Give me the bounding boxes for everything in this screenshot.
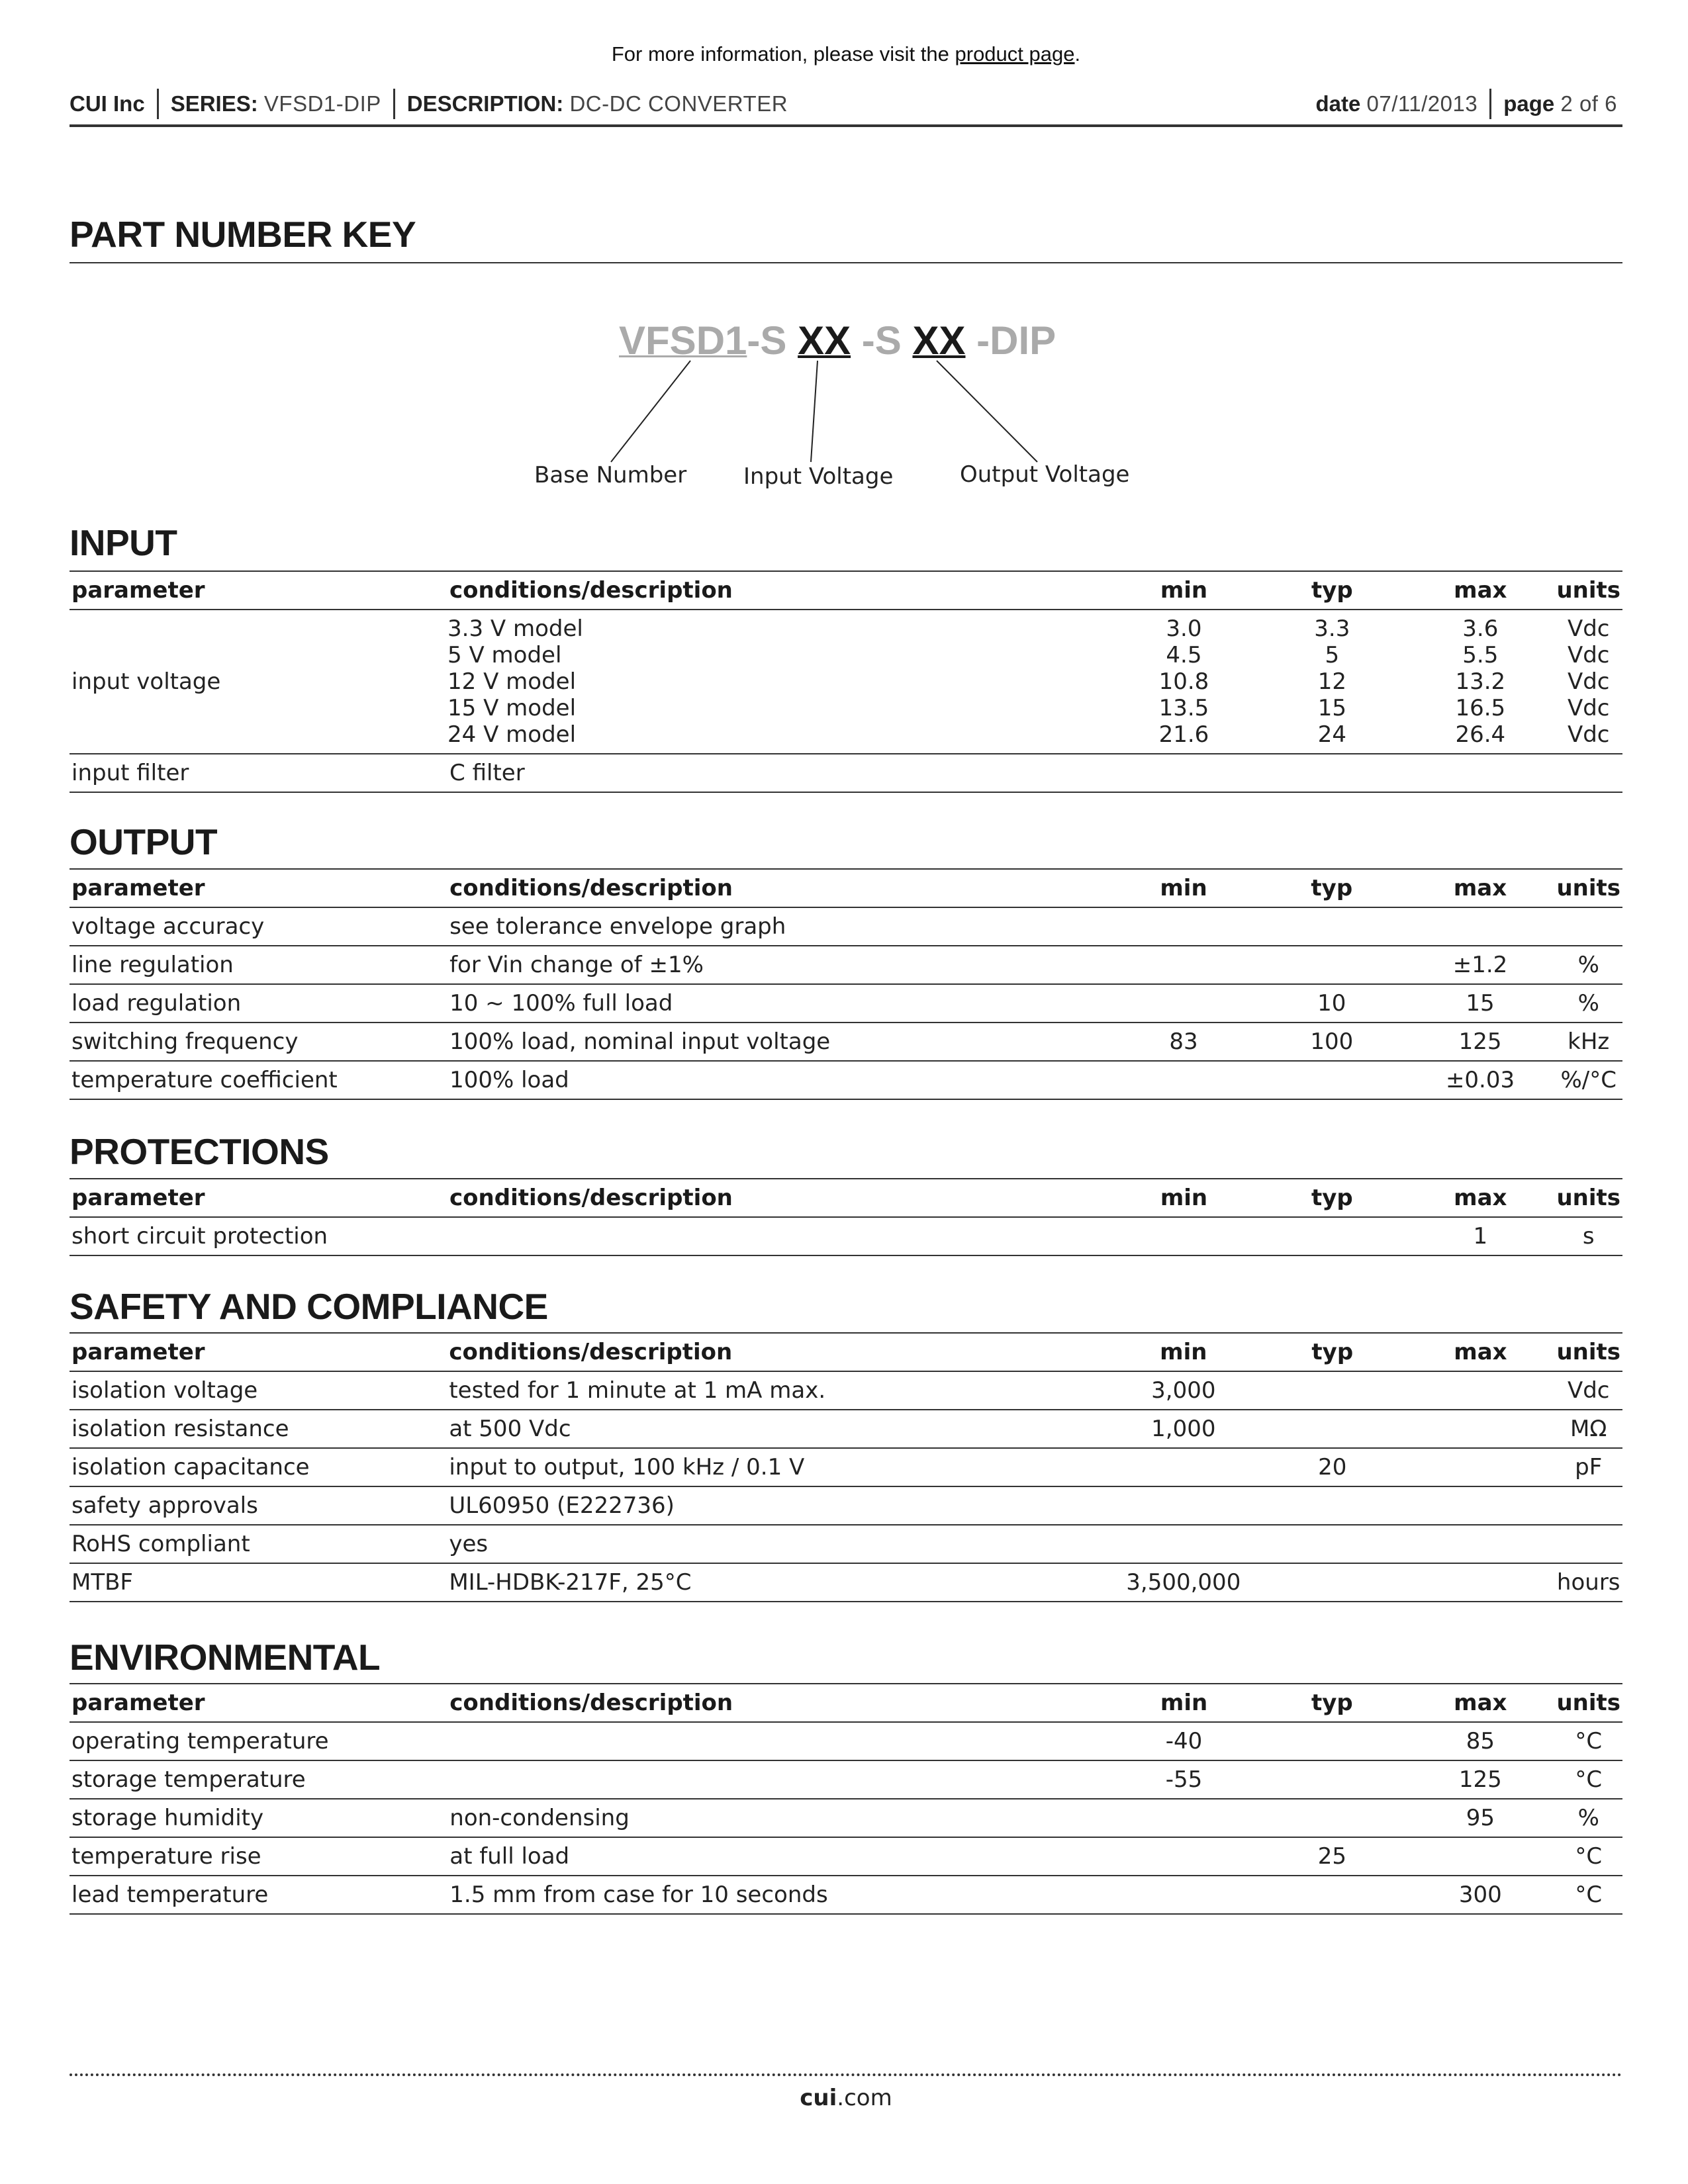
cell-max: 3.6 5.5 13.2 16.5 26.4	[1406, 610, 1554, 754]
cell-conditions: 10 ~ 100% full load	[447, 984, 1109, 1023]
cell-typ: 10	[1258, 984, 1406, 1023]
table-header-row	[70, 1179, 1622, 1217]
base-number-label: Base Number	[534, 462, 687, 488]
col-conditions: conditions/description	[447, 1333, 1108, 1371]
cell-typ	[1258, 1722, 1407, 1760]
cell-units: °C	[1554, 1760, 1622, 1799]
output-table	[70, 868, 1622, 1100]
cell-units: pF	[1554, 1448, 1622, 1486]
cell-max	[1406, 1563, 1554, 1602]
col-min: min	[1109, 1333, 1259, 1371]
input-voltage-label: Input Voltage	[743, 463, 894, 490]
cell-parameter: safety approvals	[70, 1486, 447, 1525]
cell-parameter: isolation capacitance	[70, 1448, 447, 1486]
cell-max: 125	[1406, 1023, 1555, 1061]
cell-typ	[1258, 1799, 1407, 1837]
cell-conditions: for Vin change of ±1%	[447, 946, 1109, 984]
cell-conditions	[447, 1217, 1109, 1255]
cell-typ: 25	[1258, 1837, 1407, 1876]
date-label: date	[1315, 91, 1361, 116]
cell-typ	[1258, 1410, 1406, 1448]
cell-units: °C	[1554, 1722, 1622, 1760]
output-pointer-line	[937, 361, 1037, 462]
cell-min	[1110, 1876, 1258, 1914]
cell-typ: 3.3 5 12 15 24	[1258, 610, 1406, 754]
footer-divider	[70, 2073, 1622, 2076]
cell-parameter: isolation voltage	[70, 1371, 447, 1410]
cell-parameter: isolation resistance	[70, 1410, 447, 1448]
datasheet-page	[70, 0, 1622, 2184]
base-pointer-line	[611, 361, 690, 462]
col-parameter: parameter	[70, 869, 447, 907]
cell-typ	[1258, 1486, 1406, 1525]
pn-base-number: VFSD1	[619, 318, 747, 363]
cell-min: -55	[1110, 1760, 1258, 1799]
cell-units: %	[1554, 1799, 1622, 1837]
col-max: max	[1406, 1179, 1554, 1217]
safety-table	[70, 1332, 1622, 1602]
cell-parameter: operating temperature	[70, 1722, 447, 1760]
cell-conditions: MIL-HDBK-217F, 25°C	[447, 1563, 1108, 1602]
table-row	[70, 1722, 1622, 1760]
cell-min	[1109, 1217, 1258, 1255]
protections-table	[70, 1178, 1622, 1256]
part-number-key-diagram	[70, 311, 1622, 503]
cell-conditions: non-condensing	[447, 1799, 1109, 1837]
cell-parameter: storage temperature	[70, 1760, 447, 1799]
cell-min	[1109, 984, 1258, 1023]
table-row	[70, 610, 1622, 754]
output-voltage-label: Output Voltage	[960, 461, 1130, 488]
table-row	[70, 907, 1622, 946]
pn-output-xx: XX	[912, 318, 966, 363]
cell-parameter: short circuit protection	[70, 1217, 447, 1255]
info-prefix: For more information, please visit the	[611, 42, 949, 66]
cell-max	[1406, 1410, 1554, 1448]
cell-units: kHz	[1554, 1023, 1622, 1061]
cell-parameter: switching frequency	[70, 1023, 447, 1061]
col-parameter: parameter	[70, 1333, 447, 1371]
col-max: max	[1406, 1684, 1554, 1722]
series-value: VFSD1-DIP	[263, 91, 381, 116]
table-row	[70, 1410, 1622, 1448]
cell-max: ±1.2	[1406, 946, 1555, 984]
cell-conditions: tested for 1 minute at 1 mA max.	[447, 1371, 1108, 1410]
col-typ: typ	[1258, 1333, 1406, 1371]
cell-units: Vdc	[1554, 1371, 1622, 1410]
description-value: DC-DC CONVERTER	[569, 91, 788, 116]
col-units: units	[1554, 571, 1622, 610]
cell-typ	[1258, 1525, 1406, 1563]
col-max: max	[1406, 1333, 1554, 1371]
table-row	[70, 1486, 1622, 1525]
cell-units: %/°C	[1554, 1061, 1622, 1099]
table-header-row	[70, 1684, 1622, 1722]
col-conditions: conditions/description	[447, 1684, 1109, 1722]
cell-min	[1109, 1525, 1259, 1563]
part-number-key-title: PART NUMBER KEY	[70, 213, 1622, 255]
cell-conditions: C filter	[447, 754, 1109, 792]
environmental-section-title: ENVIRONMENTAL	[70, 1637, 381, 1678]
cell-min: 3,500,000	[1109, 1563, 1259, 1602]
cell-typ	[1258, 1061, 1406, 1099]
pn-dash-s: -S	[747, 318, 787, 363]
col-min: min	[1110, 1684, 1258, 1722]
input-table	[70, 570, 1622, 793]
cell-units: hours	[1554, 1563, 1622, 1602]
cell-parameter: load regulation	[70, 984, 447, 1023]
col-typ: typ	[1258, 869, 1406, 907]
cell-min	[1110, 1799, 1258, 1837]
col-min: min	[1109, 869, 1258, 907]
page-header	[70, 85, 1622, 127]
cell-conditions: input to output, 100 kHz / 0.1 V	[447, 1448, 1108, 1486]
cell-parameter: temperature rise	[70, 1837, 447, 1876]
cell-parameter: input voltage	[70, 610, 447, 754]
col-min: min	[1109, 571, 1258, 610]
cell-min	[1109, 946, 1258, 984]
table-row	[70, 754, 1622, 792]
col-units: units	[1554, 1179, 1622, 1217]
product-page-link[interactable]: product page	[955, 42, 1075, 66]
cell-conditions: UL60950 (E222736)	[447, 1486, 1108, 1525]
cell-min	[1109, 1448, 1259, 1486]
col-typ: typ	[1258, 1684, 1407, 1722]
cell-parameter: RoHS compliant	[70, 1525, 447, 1563]
pn-dash-s: -S	[861, 318, 902, 363]
cell-typ: 20	[1258, 1448, 1406, 1486]
environmental-table	[70, 1683, 1622, 1915]
input-pointer-line	[811, 361, 818, 462]
cell-max	[1406, 1486, 1554, 1525]
col-units: units	[1554, 1333, 1622, 1371]
cell-parameter: storage humidity	[70, 1799, 447, 1837]
cell-min	[1109, 1486, 1259, 1525]
safety-section-title: SAFETY AND COMPLIANCE	[70, 1286, 548, 1327]
cell-min: 3,000	[1109, 1371, 1259, 1410]
cell-conditions: yes	[447, 1525, 1108, 1563]
col-max: max	[1406, 869, 1555, 907]
table-header-row	[70, 869, 1622, 907]
table-header-row	[70, 1333, 1622, 1371]
table-row	[70, 1876, 1622, 1914]
table-row	[70, 1799, 1622, 1837]
cell-units	[1554, 907, 1622, 946]
cell-max: 15	[1406, 984, 1555, 1023]
cell-min: 1,000	[1109, 1410, 1259, 1448]
cell-conditions: at full load	[447, 1837, 1109, 1876]
cell-parameter: voltage accuracy	[70, 907, 447, 946]
col-typ: typ	[1258, 1179, 1406, 1217]
description-label: DESCRIPTION:	[406, 91, 564, 116]
cell-max	[1406, 1837, 1554, 1876]
cell-units: MΩ	[1554, 1410, 1622, 1448]
cell-max: ±0.03	[1406, 1061, 1555, 1099]
table-row	[70, 1563, 1622, 1602]
col-units: units	[1554, 869, 1622, 907]
table-row	[70, 1837, 1622, 1876]
page-label: page	[1503, 91, 1555, 116]
cell-units: Vdc Vdc Vdc Vdc Vdc	[1554, 610, 1622, 754]
col-min: min	[1109, 1179, 1258, 1217]
cell-typ: 100	[1258, 1023, 1406, 1061]
cell-max	[1406, 907, 1555, 946]
col-max: max	[1406, 571, 1554, 610]
cell-typ	[1258, 946, 1406, 984]
cell-parameter: MTBF	[70, 1563, 447, 1602]
cell-typ	[1258, 1217, 1406, 1255]
cell-max	[1406, 1371, 1554, 1410]
cell-units	[1554, 1525, 1622, 1563]
cell-min	[1110, 1837, 1258, 1876]
cell-units	[1554, 1486, 1622, 1525]
cell-max: 1	[1406, 1217, 1554, 1255]
page-number: 2 of 6	[1560, 91, 1617, 116]
footer-website: cui.com	[800, 2085, 892, 2111]
company-name: CUI Inc	[70, 91, 145, 116]
cell-max	[1406, 1525, 1554, 1563]
cell-conditions: 1.5 mm from case for 10 seconds	[447, 1876, 1109, 1914]
cell-units: %	[1554, 984, 1622, 1023]
cell-typ	[1258, 1371, 1406, 1410]
table-row	[70, 1023, 1622, 1061]
cell-min	[1109, 1061, 1258, 1099]
cell-min: 3.0 4.5 10.8 13.5 21.6	[1109, 610, 1258, 754]
col-parameter: parameter	[70, 1684, 447, 1722]
cell-max: 95	[1406, 1799, 1554, 1837]
pn-input-xx: XX	[798, 318, 851, 363]
cell-max: 85	[1406, 1722, 1554, 1760]
cell-conditions: see tolerance envelope graph	[447, 907, 1109, 946]
cell-parameter: line regulation	[70, 946, 447, 984]
table-row	[70, 946, 1622, 984]
cell-typ	[1258, 1876, 1407, 1914]
col-conditions: conditions/description	[447, 869, 1109, 907]
cell-conditions: 100% load	[447, 1061, 1109, 1099]
col-units: units	[1554, 1684, 1622, 1722]
cell-typ	[1258, 907, 1406, 946]
cell-units: °C	[1554, 1876, 1622, 1914]
input-section-title: INPUT	[70, 522, 177, 563]
table-row	[70, 1448, 1622, 1486]
cell-conditions: at 500 Vdc	[447, 1410, 1108, 1448]
cell-conditions: 100% load, nominal input voltage	[447, 1023, 1109, 1061]
cell-max: 300	[1406, 1876, 1554, 1914]
table-row	[70, 1371, 1622, 1410]
cell-units: %	[1554, 946, 1622, 984]
header-divider	[393, 89, 395, 119]
cell-max: 125	[1406, 1760, 1554, 1799]
cell-min: 83	[1109, 1023, 1258, 1061]
header-divider	[1489, 89, 1491, 119]
cell-min	[1109, 907, 1258, 946]
col-parameter: parameter	[70, 1179, 447, 1217]
cell-max	[1406, 1448, 1554, 1486]
protections-section-title: PROTECTIONS	[70, 1131, 329, 1172]
cell-units: s	[1554, 1217, 1622, 1255]
table-row	[70, 1217, 1622, 1255]
table-row	[70, 984, 1622, 1023]
table-row	[70, 1760, 1622, 1799]
col-conditions: conditions/description	[447, 571, 1109, 610]
cell-typ	[1258, 1563, 1406, 1602]
cell-units: °C	[1554, 1837, 1622, 1876]
col-typ: typ	[1258, 571, 1406, 610]
table-row	[70, 1061, 1622, 1099]
cell-conditions	[447, 1760, 1109, 1799]
col-conditions: conditions/description	[447, 1179, 1109, 1217]
cell-conditions	[447, 1722, 1109, 1760]
pn-suffix: -DIP	[976, 318, 1056, 363]
col-parameter: parameter	[70, 571, 447, 610]
table-header-row	[70, 571, 1622, 610]
cell-parameter: lead temperature	[70, 1876, 447, 1914]
cell-parameter: temperature coefficient	[70, 1061, 447, 1099]
output-section-title: OUTPUT	[70, 821, 218, 862]
cell-parameter: input filter	[70, 754, 447, 792]
cell-typ	[1258, 1760, 1407, 1799]
series-label: SERIES:	[170, 91, 258, 116]
info-suffix: .	[1074, 42, 1081, 66]
table-row	[70, 1525, 1622, 1563]
header-divider	[157, 89, 159, 119]
cell-min: -40	[1110, 1722, 1258, 1760]
cell-conditions: 3.3 V model 5 V model 12 V model 15 V model 24 V model	[447, 610, 1109, 754]
info-line	[70, 42, 1622, 66]
date-value: 07/11/2013	[1366, 91, 1478, 116]
